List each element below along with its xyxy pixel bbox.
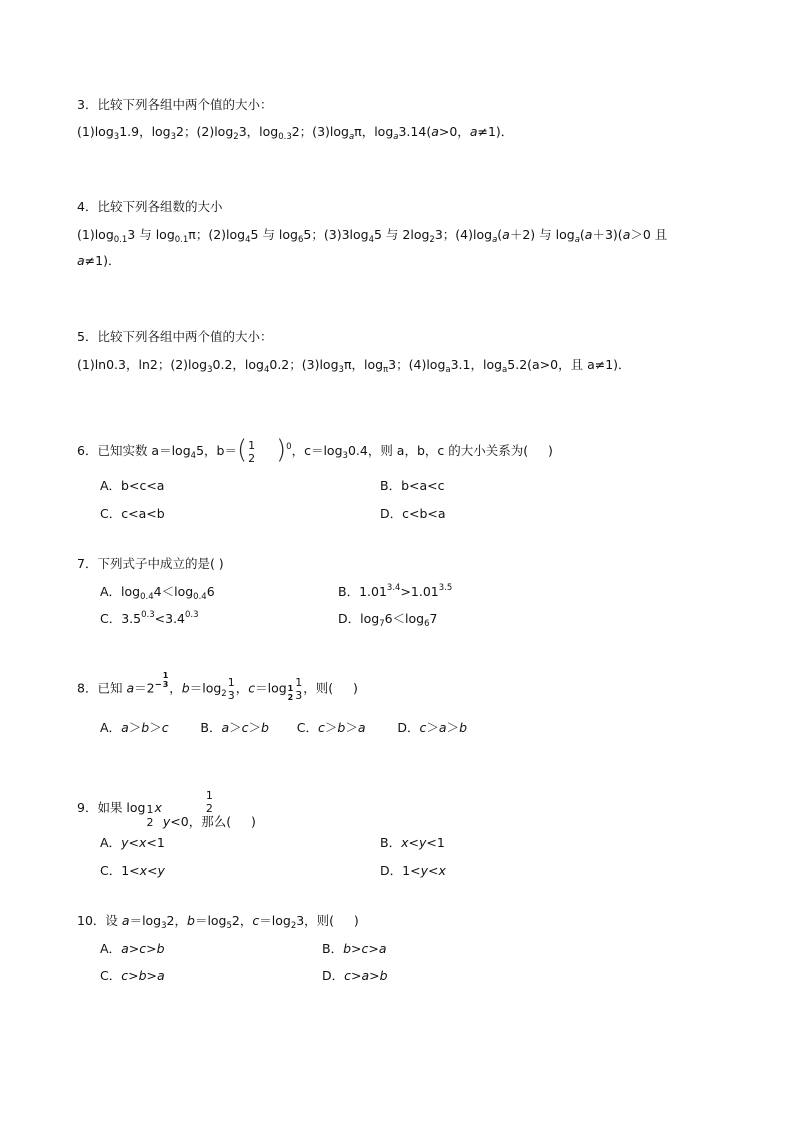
q7-option-b[interactable]: B．$1.01^{3.4}>1.01^{3.5}$ bbox=[338, 583, 453, 599]
q10-stem: 10．设 $a=\log_32$，$b=\log_52$，$c=\log_23$，则( ) bbox=[77, 913, 359, 931]
q8-stem: 8．已知 $a=2^{- 1 3}$ ，$b=\log_2$ 1 3 ，c＝log $_{1 2}$ 1 3 ，则( ) bbox=[77, 670, 358, 702]
q8-option-a[interactable]: A．a＞b＞c bbox=[100, 720, 169, 735]
q8-options bbox=[100, 719, 467, 737]
q7-stem: 7．下列式子中成立的是( ) bbox=[77, 556, 224, 571]
q6-option-d[interactable]: D．c<b<a bbox=[380, 506, 446, 521]
q5-title: 5．比较下列各组中两个值的大小： bbox=[77, 329, 273, 344]
q9-option-d[interactable]: D．1<y<x bbox=[380, 863, 446, 878]
q5-body: (1)ln0.3，ln2；$(2)\log_30.2$，$\log_40.2$；$(3)\log_3\pi$，$\log_\pi 3$；$(4)\log_a3.1$，$\log_a5.2(a>0$，且 a≠1)． bbox=[77, 357, 631, 375]
q8-option-c[interactable]: C．c＞b＞a bbox=[296, 720, 366, 735]
q10-option-a[interactable]: A．a>c>b bbox=[100, 941, 165, 956]
q9-option-c[interactable]: C．1<x<y bbox=[100, 863, 165, 878]
q8-option-d[interactable]: D．c＞a＞b bbox=[397, 720, 467, 735]
q6-option-a[interactable]: A．b<c<a bbox=[100, 478, 165, 493]
q8-option-b[interactable]: B．a＞c＞b bbox=[200, 720, 269, 735]
q10-option-b[interactable]: B．b>c>a bbox=[322, 941, 387, 956]
q7-option-c[interactable]: C．$3.5^{0.3}<3.4^{0.3}$ bbox=[100, 610, 199, 626]
q9-option-a[interactable]: A．y<x<1 bbox=[100, 835, 165, 850]
q4-line1: $(1)\log_{0.1}3$ 与 $\log_{0.1}\pi$；$(2)\log_45$ 与 $\log_65$；$(3)3\log_45$ 与 $2\log_23$；$(4)\log_a(a+2)$ 与 $\log_a(a+3)(a>0$ 且 bbox=[77, 227, 668, 245]
q6-option-b[interactable]: B．b<a<c bbox=[380, 478, 445, 493]
q9-option-b[interactable]: B．x<y<1 bbox=[380, 835, 445, 850]
q3-title: 3．比较下列各组中两个值的大小： bbox=[77, 97, 273, 112]
q7-option-d[interactable]: D．$\log_76<\log_67$ bbox=[338, 611, 438, 629]
q10-option-d[interactable]: D．c>a>b bbox=[322, 968, 388, 983]
q6-option-c[interactable]: C．c<a<b bbox=[100, 506, 165, 521]
q9-stem: 9．如果 log 1 2 x 1 2 y<0，那么( ) bbox=[77, 789, 256, 829]
q3-body: $(1)\log_31.9$，$\log_32$；$(2)\log_23$，$\log_{0.3}2$；$(3)\log_a\pi$，$\log_a3.14(a>0$，a≠1)． bbox=[77, 124, 514, 142]
q6-stem: 6．已知实数 $a=\log_45$，b＝( 1 2 )$^0$，$c=\log_30.4$，则 a，b，c 的大小关系为( ) bbox=[77, 435, 553, 465]
q4-title: 4．比较下列各组数的大小 bbox=[77, 199, 223, 214]
q4-line2: a≠1)． bbox=[77, 253, 121, 268]
q7-option-a[interactable]: A．$\log_{0.4}4<\log_{0.4}6$ bbox=[100, 584, 215, 602]
q10-option-c[interactable]: C．c>b>a bbox=[100, 968, 165, 983]
